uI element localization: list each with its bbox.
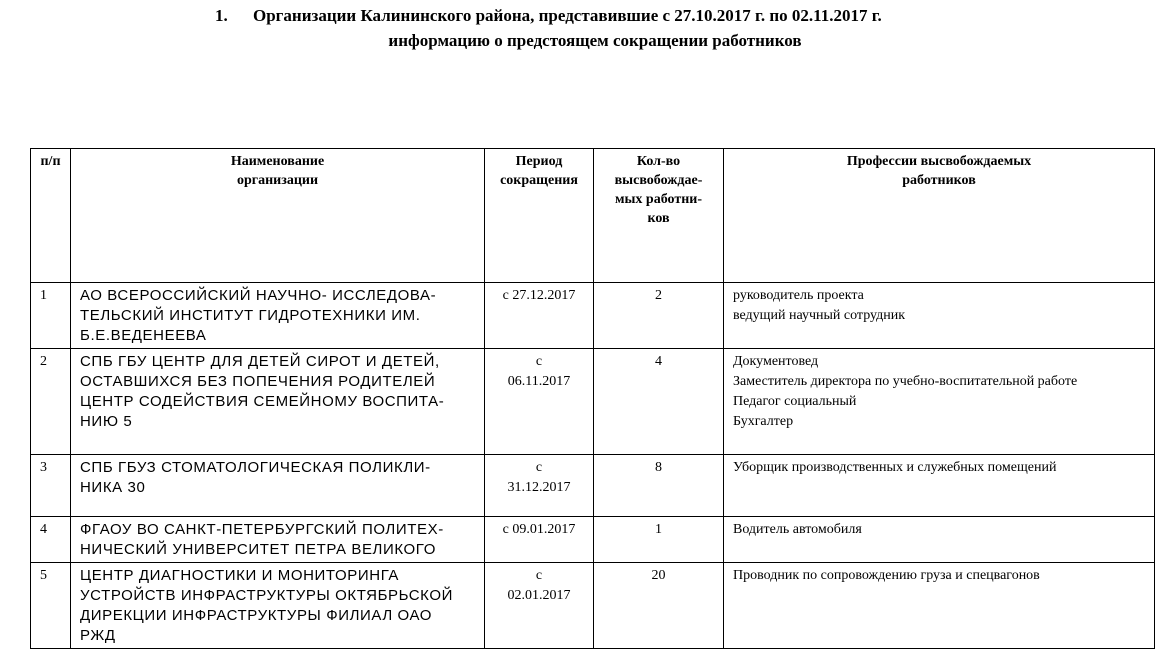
row-number: 5: [31, 563, 71, 649]
row-number: 2: [31, 349, 71, 455]
dismissed-count: 4: [594, 349, 724, 455]
dismissed-count: 1: [594, 517, 724, 563]
dismissed-count: 20: [594, 563, 724, 649]
header-period: Период сокращения: [485, 149, 594, 283]
table-row: [31, 283, 1155, 349]
profession-item: Документовед: [733, 354, 819, 369]
profession-item: Уборщик производственных и служебных помещений: [733, 460, 1057, 475]
title-line-1: [215, 5, 882, 27]
profession-item: Заместитель директора по учебно-воспитательной работе: [733, 374, 1078, 389]
reduction-period: с 09.01.2017: [485, 517, 594, 563]
profession-item: руководитель проекта: [733, 288, 864, 303]
layoffs-table: [30, 148, 1155, 649]
dismissed-count: 2: [594, 283, 724, 349]
title-number: 1.: [215, 6, 228, 25]
profession-item: Водитель автомобиля: [733, 522, 862, 537]
organization-name: СПБ ГБУ ЦЕНТР ДЛЯ ДЕТЕЙ СИРОТ И ДЕТЕЙ, ОСТАВШИХСЯ БЕЗ ПОПЕЧЕНИЯ РОДИТЕЛЕЙ ЦЕНТР СОДЕЙСТВИЯ СЕМЕЙНОМУ ВОСПИТА- НИЮ 5: [71, 349, 485, 455]
dismissed-count: 8: [594, 455, 724, 517]
header-professions: Профессии высвобождаемых работников: [724, 149, 1155, 283]
reduction-period: с 31.12.2017: [485, 455, 594, 517]
professions: [724, 563, 1155, 649]
header-num: п/п: [31, 149, 71, 283]
table-row: [31, 517, 1155, 563]
professions: [724, 349, 1155, 455]
reduction-period: с 06.11.2017: [485, 349, 594, 455]
professions: [724, 455, 1155, 517]
title-text-1: Организации Калининского района, представившие с 27.10.2017 г. по 02.11.2017 г.: [253, 6, 882, 25]
header-org: Наименование организации: [71, 149, 485, 283]
organization-name: ЦЕНТР ДИАГНОСТИКИ И МОНИТОРИНГА УСТРОЙСТВ ИНФРАСТРУКТУРЫ ОКТЯБРЬСКОЙ ДИРЕКЦИИ ИНФРАСТРУКТУРЫ ФИЛИАЛ ОАО РЖД: [71, 563, 485, 649]
profession-item: ведущий научный сотрудник: [733, 308, 906, 323]
row-number: 1: [31, 283, 71, 349]
reduction-period: с 27.12.2017: [485, 283, 594, 349]
organization-name: ФГАОУ ВО САНКТ-ПЕТЕРБУРГСКИЙ ПОЛИТЕХ- НИЧЕСКИЙ УНИВЕРСИТЕТ ПЕТРА ВЕЛИКОГО: [71, 517, 485, 563]
reduction-period: с 02.01.2017: [485, 563, 594, 649]
table-row: [31, 349, 1155, 455]
professions: [724, 517, 1155, 563]
profession-item: Педагог социальный: [733, 394, 857, 409]
organization-name: АО ВСЕРОССИЙСКИЙ НАУЧНО- ИССЛЕДОВА- ТЕЛЬСКИЙ ИНСТИТУТ ГИДРОТЕХНИКИ ИМ. Б.Е.ВЕДЕНЕЕВА: [71, 283, 485, 349]
row-number: 3: [31, 455, 71, 517]
table-header-row: [31, 149, 1155, 283]
row-number: 4: [31, 517, 71, 563]
professions: [724, 283, 1155, 349]
header-count: Кол-во высвобождае- мых работни- ков: [594, 149, 724, 283]
profession-item: Бухгалтер: [733, 414, 794, 429]
title-line-2: информацию о предстоящем сокращении работников: [388, 31, 802, 50]
organization-name: СПБ ГБУЗ СТОМАТОЛОГИЧЕСКАЯ ПОЛИКЛИ- НИКА 30: [71, 455, 485, 517]
table-row: [31, 455, 1155, 517]
table-row: [31, 563, 1155, 649]
profession-item: Проводник по сопровождению груза и спецвагонов: [733, 568, 1040, 583]
